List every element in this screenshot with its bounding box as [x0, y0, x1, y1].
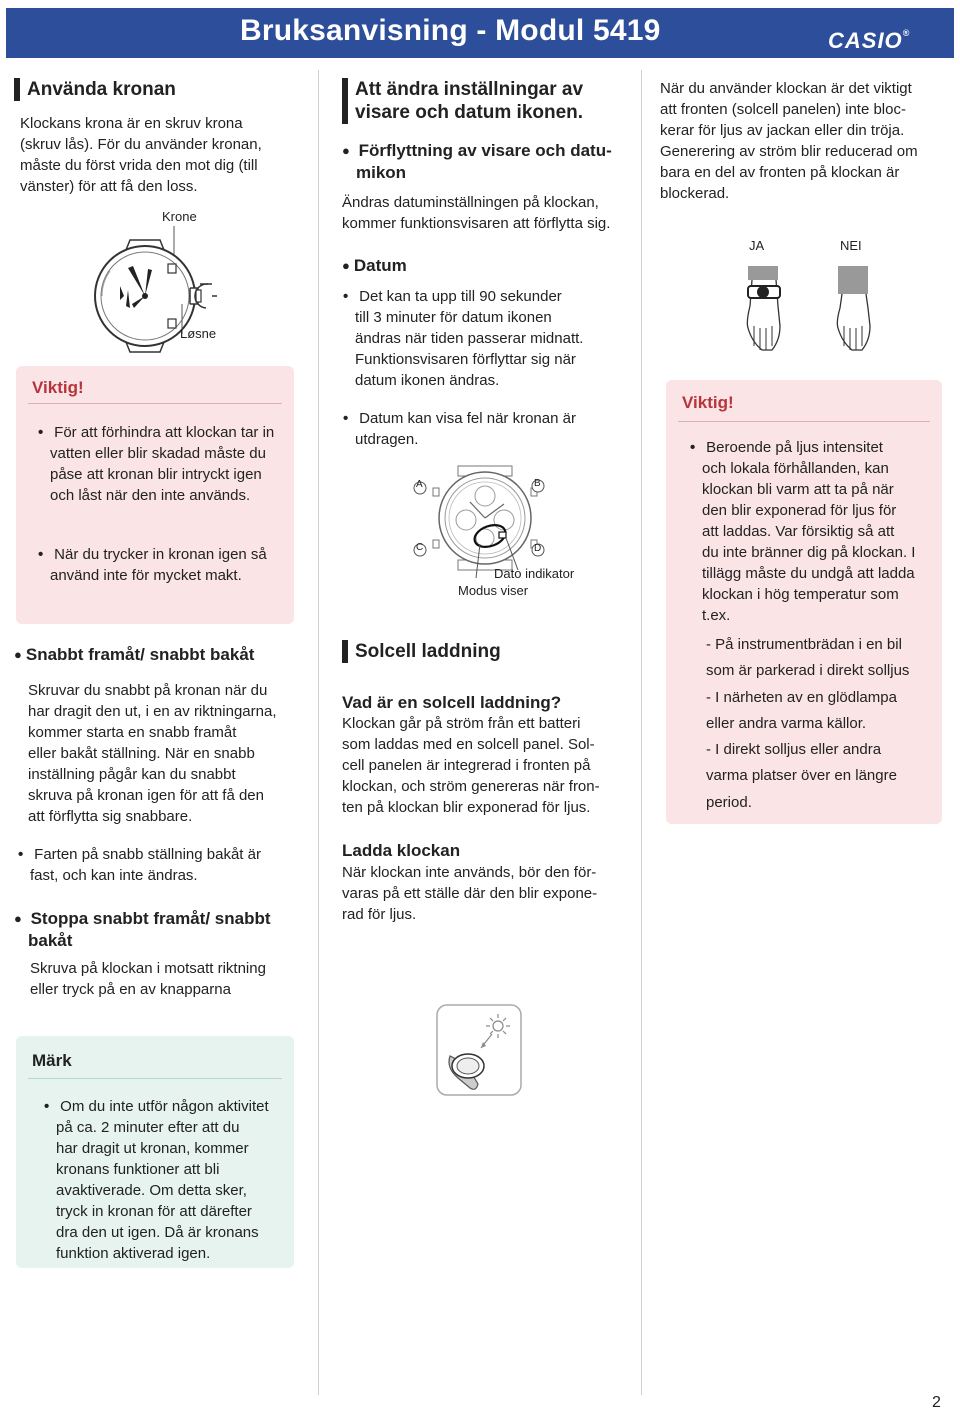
important-bullet: • Beroende på ljus intensitet och lokala förhållanden, kan klockan bli varm att ta på när den blir exponerad för ljus för att laddas. Var försiktig så att du inte bränner dig på klockan. I tillägg måste du undgå att ladda klockan i hög temperatur som t.ex. — [690, 437, 936, 626]
important-bullet: • För att förhindra att klockan tar in vatten eller blir skadad måste du påse att kronan blir intryckt igen och låst när den inte används. — [38, 422, 288, 506]
charge-text: När klockan inte används, bör den för- varas på ett ställe där den blir expone- rad för ljus. — [342, 864, 598, 923]
date-bullet: • Det kan ta upp till 90 sekunder till 3 minuter för datum ikonen ändras när tiden passerar midnatt. Funktionsvisaren förflyttar sig när datum ikonen ändras. — [343, 286, 633, 391]
date-indicator-label: Dato indikator — [494, 566, 575, 581]
charge-heading: Ladda klockan — [342, 841, 461, 860]
casio-logo: CASIO® — [828, 28, 911, 53]
section-heading-settings: Att ändra inställningar av visare och datum ikonen. — [342, 78, 632, 124]
solar-charge-illustration — [436, 1004, 522, 1096]
note-bullet: • Om du inte utför någon aktivitet på ca. 2 minuter efter att du har dragit ut kronan, kommer kronans funktioner att bli avaktiverade. Om detta sker, tryck in kronan för att därefter dra den ut igen. Då är kronans funktion aktiverad igen. — [44, 1096, 284, 1264]
no-label: NEI — [840, 238, 862, 253]
section-heading-solar: Solcell laddning — [342, 640, 632, 663]
fig-label-loosen: Løsne — [180, 326, 217, 341]
box-divider — [28, 1078, 282, 1079]
note-title: Märk — [32, 1051, 72, 1070]
what-heading: Vad är en solcell laddning? — [342, 693, 562, 712]
mode-hand-label: Modus viser — [458, 583, 529, 598]
fast-forward-text: Skruvar du snabbt på kronan när du har dragit den ut, i en av riktningarna, kommer starta en snabb framåt eller bakåt ställning. När en snabb inställning pågår kan du snabbt skruva på kronan igen för att få den att förflytta sig snabbare. — [28, 682, 277, 825]
page-title: Bruksanvisning - Modul 5419 — [240, 14, 661, 47]
important-title: Viktig! — [32, 378, 84, 397]
box-divider — [28, 403, 282, 404]
stop-heading: ● Stoppa snabbt framåt/ snabbt bakåt — [14, 908, 304, 951]
hot-places-list: - På instrumentbrädan i en bil som är parkerad i direkt solljus - I närheten av en glödlampa eller andra varma källor. - I direkt solljus eller andra varma platser över en längre period. — [706, 636, 910, 811]
stop-text: Skruva på klockan i motsatt riktning eller tryck på en av knapparna — [30, 960, 266, 998]
what-text: Klockan går på ström från ett batteri som laddas med en solcell panel. Sol- cell panelen är integrerad i fronten på klockan, och ström genereras när fron- ten på klockan blir exponerad för ljus. — [342, 715, 600, 816]
box-divider — [678, 421, 930, 422]
column-divider — [641, 70, 642, 1395]
button-label-d: D — [534, 543, 542, 554]
date-heading: ● Datum — [342, 255, 632, 277]
column-divider — [318, 70, 319, 1395]
fast-forward-heading: ● Snabbt framåt/ snabbt bakåt — [14, 644, 304, 666]
hand-watch-exposed-icon — [740, 262, 790, 354]
important-bullet: • När du trycker in kronan igen så använd inte för mycket makt. — [38, 544, 288, 586]
date-bullet: • Datum kan visa fel när kronan är utdragen. — [343, 408, 633, 450]
solar-block-note: När du använder klockan är det viktigt att fronten (solcell panelen) inte bloc- kerar för ljus av jackan eller din tröja. Generering av ström blir reducerad om bara en del av fronten på klockan är blockerad. — [660, 80, 918, 202]
page-number: 2 — [932, 1394, 941, 1411]
button-label-c: C — [416, 542, 424, 553]
fast-speed-bullet: • Farten på snabb ställning bakåt är fast, och kan inte ändras. — [18, 844, 308, 886]
crown-intro: Klockans krona är en skruv krona (skruv lås). För du använder kronan, måste du först vrida den mot dig (till vänster) för att få den loss. — [20, 115, 262, 195]
move-text: Ändras datuminställningen på klockan, kommer funktionsvisaren att förflytta sig. — [342, 194, 611, 232]
button-label-b: B — [534, 478, 541, 489]
fig-label-crown: Krone — [162, 209, 197, 224]
hand-watch-covered-icon — [830, 262, 880, 354]
move-heading: ● Förflyttning av visare och datu- mikon — [342, 140, 632, 183]
section-heading-crown: Använda kronan — [14, 78, 304, 101]
yes-label: JA — [749, 238, 765, 253]
button-label-a: A — [416, 479, 423, 490]
important-title: Viktig! — [682, 393, 734, 412]
